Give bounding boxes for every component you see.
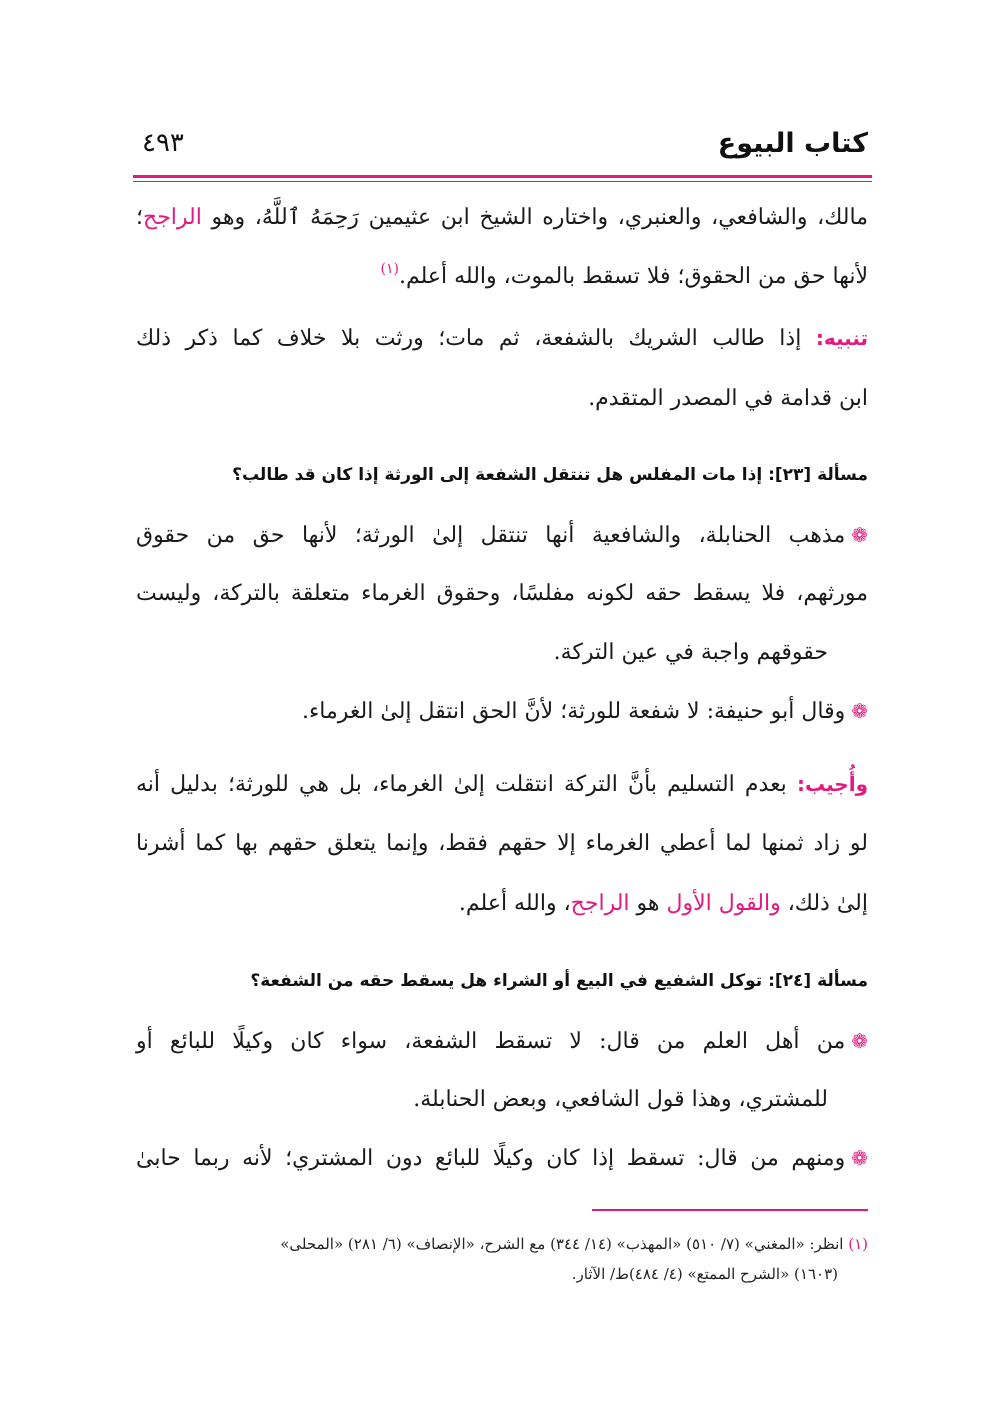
body-line: للمشتري، وهذا قول الشافعي، وبعض الحنابلة. [413, 1087, 828, 1112]
ornament-icon: ❁ [851, 1029, 868, 1053]
ornament-icon: ❁ [851, 1146, 868, 1170]
page-number: ٤٩٣ [142, 128, 184, 158]
ornament-icon: ❁ [851, 523, 868, 547]
answer-line: إلىٰ ذلك، والقول الأول هو الراجح، والله أعلم. [458, 891, 868, 916]
note-line: تنبيه: إذا طالب الشريك بالشفعة، ثم مات؛ ورثت بلا خلاف كما ذكر ذلك [136, 326, 869, 351]
header-rule-thin [133, 181, 872, 182]
highlight-rajih: الراجح [570, 891, 630, 916]
body-line: مالك، والشافعي، والعنبري، واختاره الشيخ ابن عثيمين رَحِمَهُ ٱللَّهُ، وهو الراجح؛ [136, 205, 868, 230]
footnote-marker: (١) [848, 1235, 868, 1253]
header-rule-thick [133, 175, 872, 178]
answer-label: وأُجيب: [796, 772, 869, 796]
body-line: ❁ومنهم من قال: تسقط إذا كان وكيلًا للبائع دون المشتري؛ لأنه ربما حابىٰ [136, 1146, 868, 1171]
body-line: لأنها حق من الحقوق؛ فلا تسقط بالموت، والله أعلم.$^{(١)}$ [380, 261, 868, 289]
answer-line: وأُجيب: بعدم التسليم بأنَّ التركة انتقلت إلىٰ الغرماء، بل هي للورثة؛ بدليل أنه [136, 772, 869, 797]
footnote-ref[interactable]: (١) [380, 261, 399, 277]
note-label: تنبيه: [815, 326, 869, 350]
footnote-line: (١٦٠٣) «الشرح الممتع» (٤/ ٤٨٤)ط/ الآثار. [571, 1265, 838, 1283]
body-line: ❁من أهل العلم من قال: لا تسقط الشفعة، سواء كان وكيلًا للبائع أو [136, 1029, 868, 1054]
issue-heading-24: مسألة [٢٤]: توكل الشفيع في البيع أو الشراء هل يسقط حقه من الشفعة؟ [250, 971, 868, 991]
running-header-title: كتاب البيوع [717, 128, 868, 159]
highlight-first-opinion: والقول الأول [666, 891, 781, 916]
note-line: ابن قدامة في المصدر المتقدم. [588, 386, 868, 411]
ornament-icon: ❁ [851, 699, 868, 723]
body-line: حقوقهم واجبة في عين التركة. [553, 640, 828, 665]
footnote-rule [592, 1209, 868, 1211]
body-line: مورثهم، فلا يسقط حقه لكونه مفلسًا، وحقوق الغرماء متعلقة بالتركة، وليست [136, 581, 868, 606]
answer-line: لو زاد ثمنها لما أعطي الغرماء إلا حقهم فقط، وإنما يتعلق حقهم بها كما أشرنا [136, 831, 868, 856]
issue-heading-23: مسألة [٢٣]: إذا مات المفلس هل تنتقل الشفعة إلى الورثة إذا كان قد طالب؟ [232, 465, 868, 485]
footnote-line: (١) انظر: «المغني» (٧/ ٥١٠) «المهذب» (١٤/ ٣٤٤) مع الشرح، «الإنصاف» (٦/ ٢٨١) «المحلى» [280, 1235, 868, 1253]
body-line: ❁مذهب الحنابلة، والشافعية أنها تنتقل إلىٰ الورثة؛ لأنها حق من حقوق [136, 523, 868, 548]
body-line: ❁وقال أبو حنيفة: لا شفعة للورثة؛ لأنَّ الحق انتقل إلىٰ الغرماء. [301, 699, 868, 724]
highlight-rajih: الراجح [143, 205, 202, 230]
